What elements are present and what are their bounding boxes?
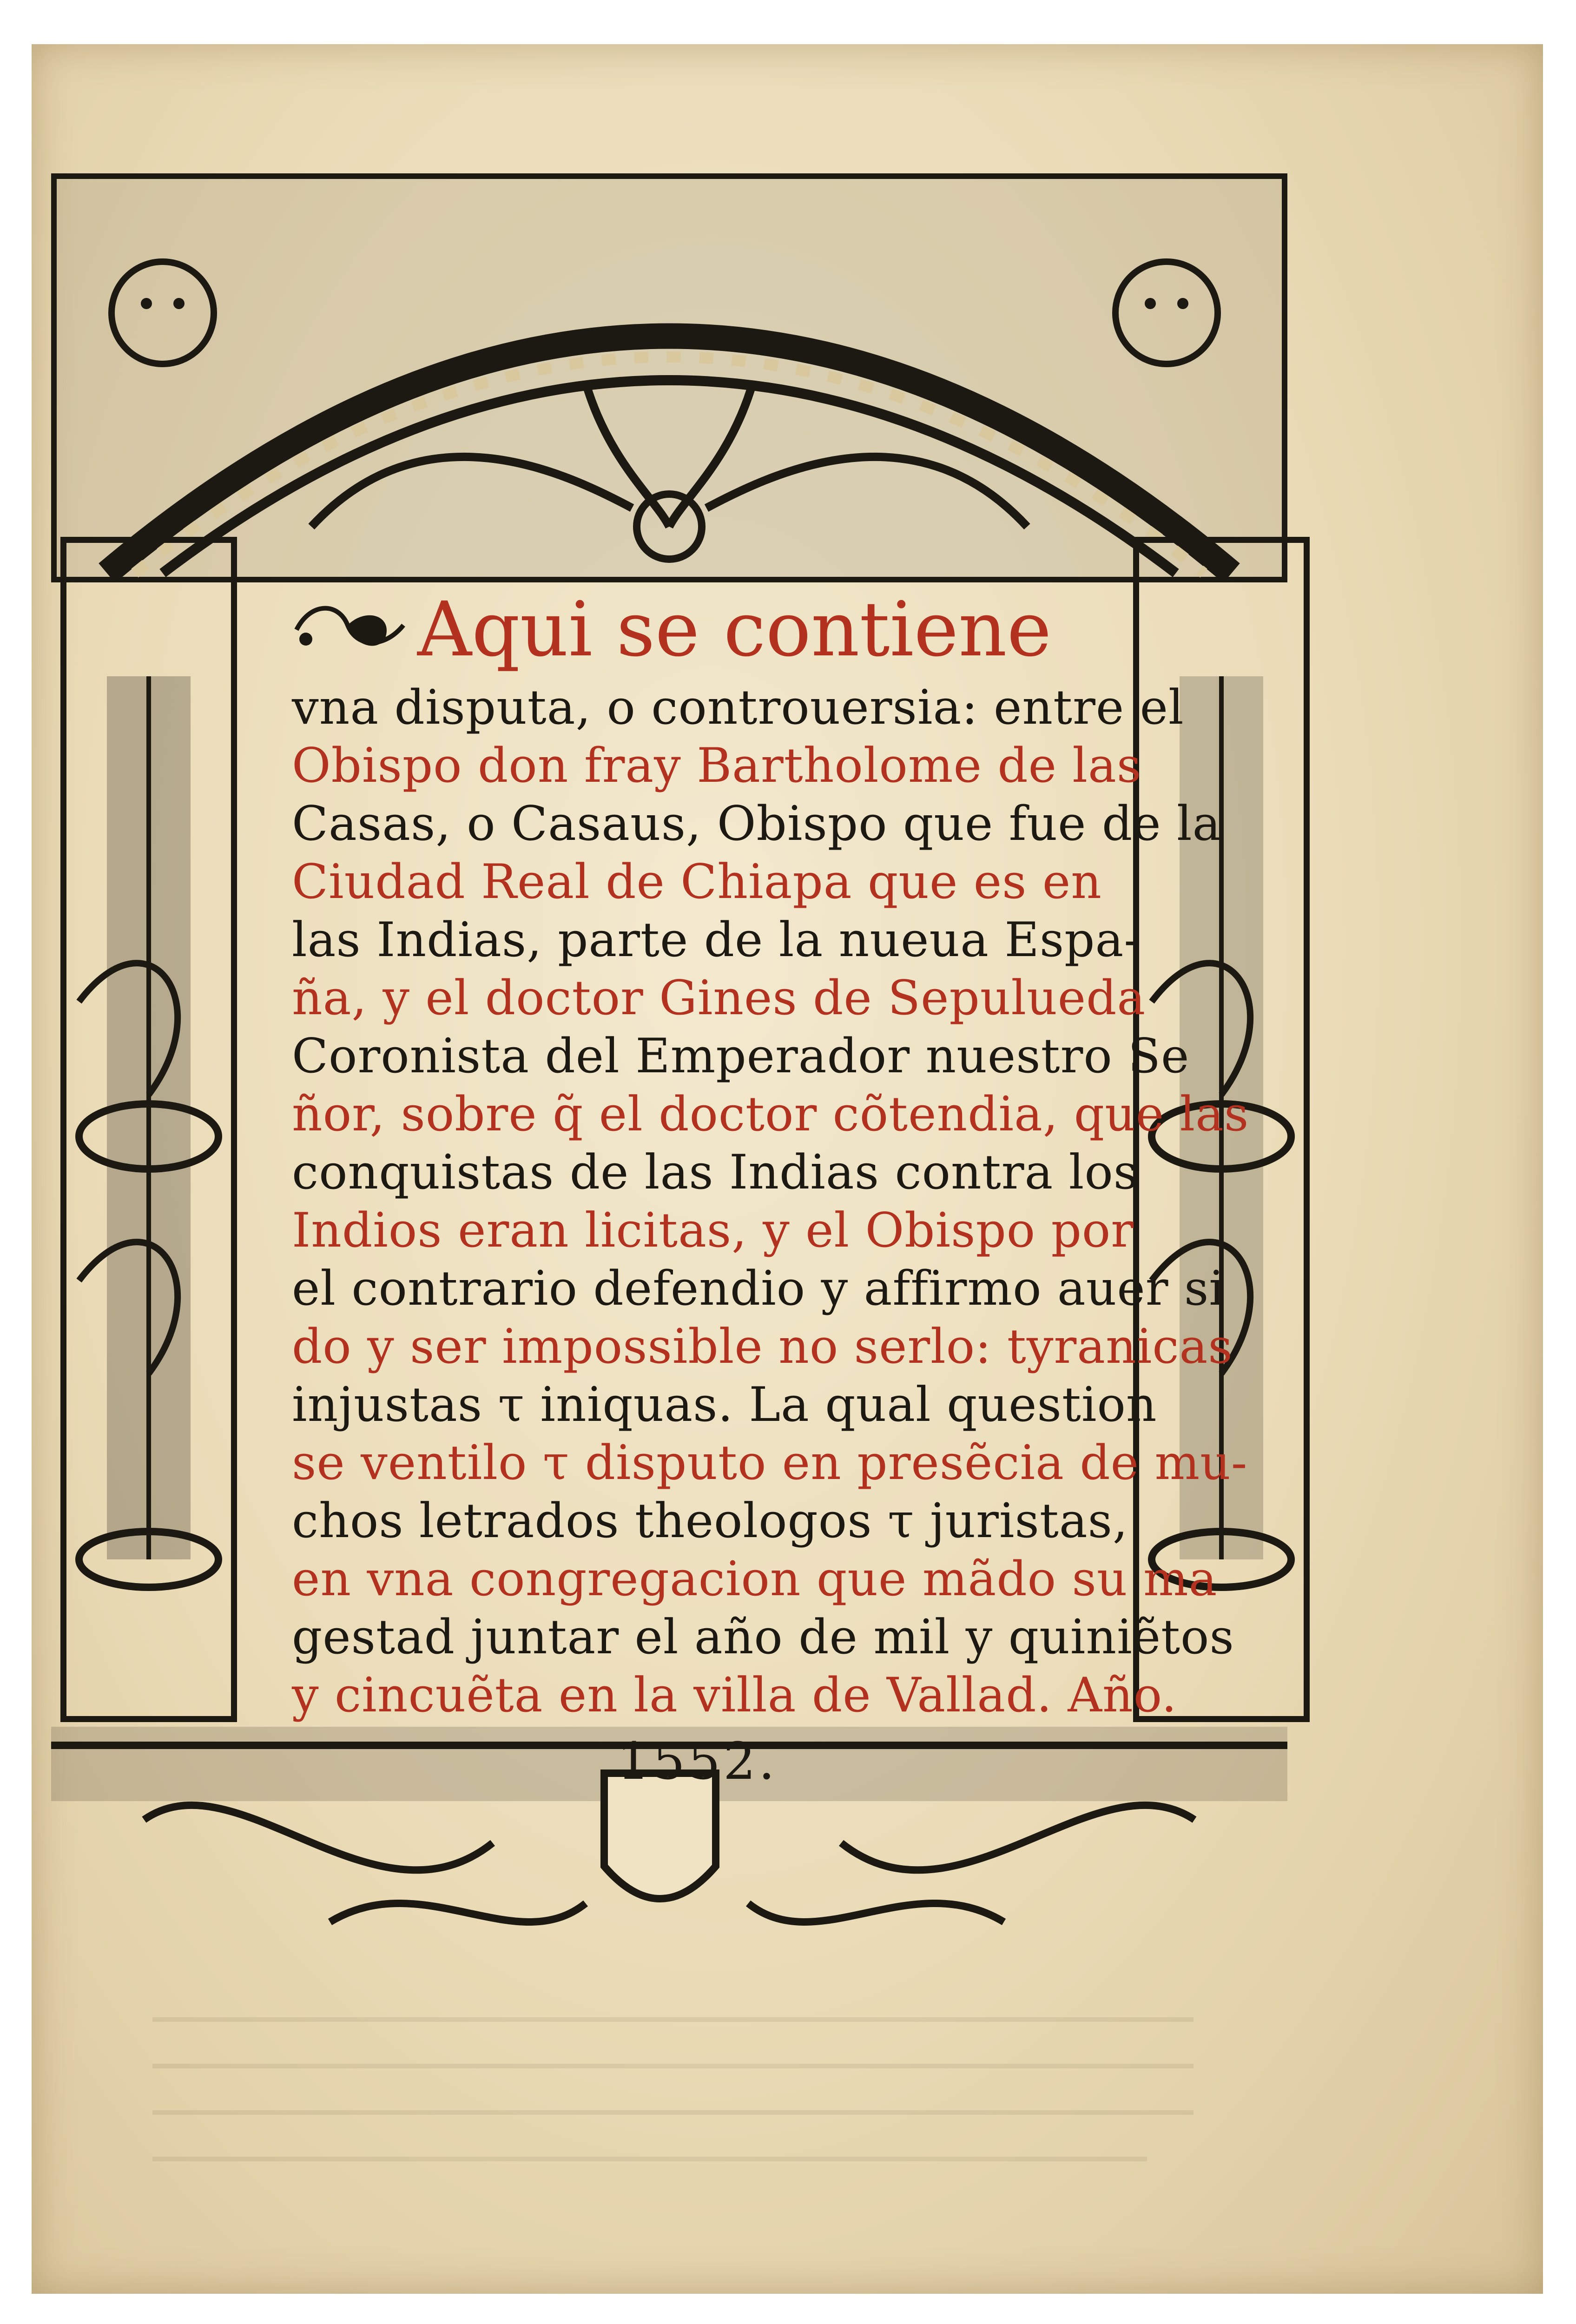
shield-icon	[604, 1773, 716, 1899]
text-line: se ventilo τ disputo en presẽcia de mu-	[292, 1435, 1248, 1491]
text-line: Obispo don fray Bartholome de las	[292, 738, 1142, 793]
text-line: Ciudad Real de Chiapa que es en	[292, 854, 1102, 910]
text-line: ña, y el doctor Gines de Sepulueda	[292, 971, 1146, 1026]
top-arch-woodcut	[51, 173, 1287, 582]
text-line: Indios eran licitas, y el Obispo por	[292, 1203, 1134, 1258]
text-line: Coronista del Emperador nuestro Se	[292, 1029, 1190, 1084]
title-page	[32, 44, 1543, 2294]
text-line: el contrario defendio y affirmo auer si	[292, 1261, 1225, 1316]
text-line: ñor, sobre q̃ el doctor cõtendia, que las	[292, 1087, 1249, 1142]
text-line: gestad juntar el año de mil y quiniẽtos	[292, 1610, 1234, 1665]
text-line: vna disputa, o controuersia: entre el	[292, 680, 1184, 735]
headline	[292, 583, 1101, 676]
fleuron-icon	[292, 597, 408, 658]
text-line: Casas, o Casaus, Obispo que fue de la	[292, 796, 1221, 852]
text-line: chos letrados theologos τ juristas,	[292, 1493, 1128, 1549]
text-line: injustas τ iniquas. La qual question	[292, 1377, 1157, 1433]
text-line: en vna congregacion que mãdo su ma	[292, 1552, 1218, 1607]
text-line: las Indias, parte de la nueua Espa-	[292, 912, 1141, 968]
headline-text: Aqui se contiene	[417, 586, 1052, 673]
text-line: conquistas de las Indias contra los	[292, 1145, 1139, 1200]
text-line: do y ser impossible no serlo: tyranicas	[292, 1319, 1233, 1374]
text-line: y cincuẽta en la villa de Vallad. Año.	[292, 1668, 1177, 1723]
publication-year: 1552.	[617, 1731, 778, 1791]
left-column-woodcut	[60, 537, 237, 1722]
title-text-block	[292, 583, 1249, 1791]
